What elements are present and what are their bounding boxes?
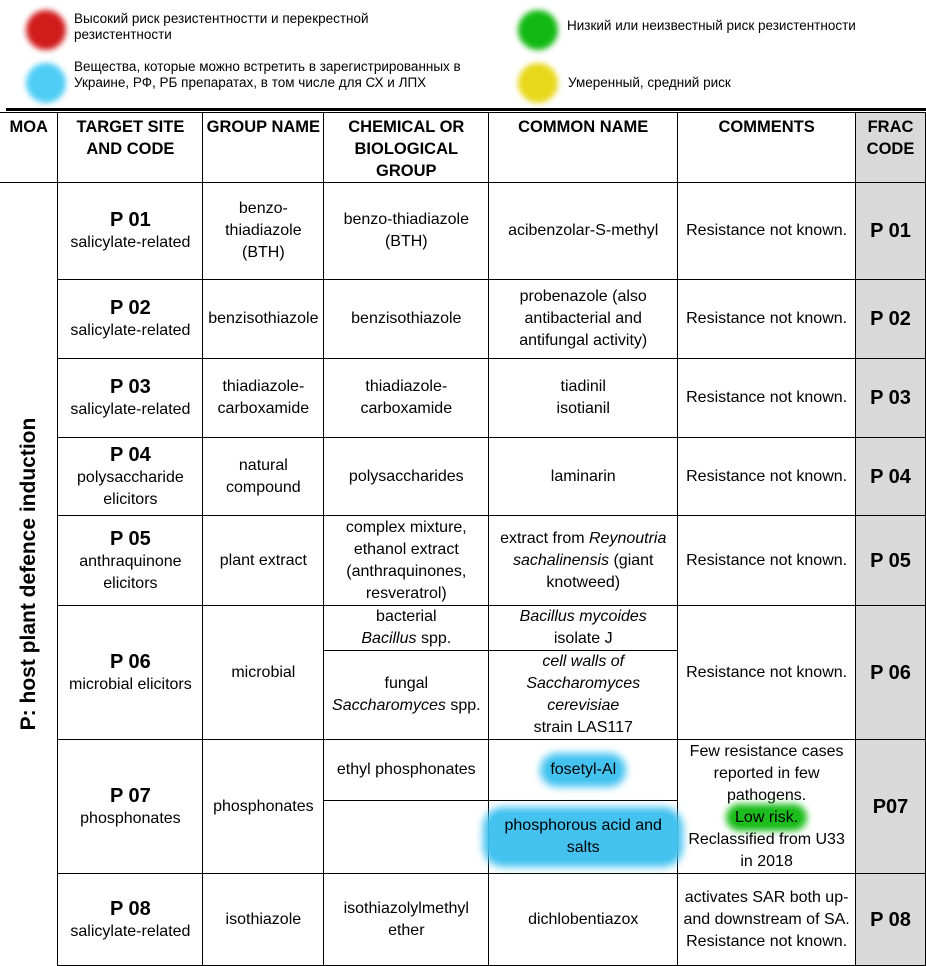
table-row: [0, 280, 926, 359]
common-cell: [489, 740, 678, 874]
chem-suffix: spp.: [420, 630, 452, 647]
common-italic: cell walls of Saccharomyces cerevisiae: [526, 653, 641, 714]
target-cell: [58, 280, 203, 359]
frac-cell: P 04: [856, 438, 926, 516]
legend-moderate-risk: Умеренный, средний риск: [568, 75, 731, 90]
group-cell: plant extract: [203, 516, 324, 606]
table-row: [0, 183, 926, 280]
table-row: [0, 606, 926, 651]
group-cell: benzo-thiadiazole (BTH): [203, 183, 324, 280]
chemical-cell: [324, 740, 489, 874]
header-moa: MOA: [0, 113, 58, 183]
common-cell: probenazole (also antibacterial and antifungal activity): [489, 280, 678, 359]
frac-table: [0, 112, 926, 966]
frac-cell: P 05: [856, 516, 926, 606]
group-cell: natural compound: [203, 438, 324, 516]
table-header-row: [0, 113, 926, 183]
table-row: [0, 874, 926, 966]
frac-cell: P07: [856, 740, 926, 874]
common-italic: Reynoutria sachalinensis: [512, 529, 667, 569]
group-cell: isothiazole: [203, 874, 324, 966]
comments-cell: Resistance not known.: [678, 183, 856, 280]
target-code: P 05: [110, 527, 151, 550]
target-desc: polysaccharide elicitors: [77, 468, 184, 508]
legend-low-risk: Низкий или неизвестный риск резистентности: [567, 18, 856, 33]
target-desc: salicylate-related: [70, 234, 191, 251]
target-cell: [58, 183, 203, 280]
fosetyl-highlight: fosetyl-Al: [546, 759, 620, 781]
legend-registered: Вещества, которые можно встретить в зарегистрированных в Украине, РФ, РБ препаратах, в том числе для СХ и ЛПХ: [74, 59, 461, 90]
comments-cell: Resistance not known.: [678, 606, 856, 740]
frac-cell: P 03: [856, 359, 926, 438]
header-chemical: CHEMICAL OR BIOLOGICAL GROUP: [324, 113, 489, 183]
red-risk-dot: [26, 10, 66, 50]
common-cell: [489, 651, 678, 740]
moa-label: P: host plant defence induction: [16, 417, 40, 731]
table-row: [0, 359, 926, 438]
chemical-cell: benzo-thiadiazole (BTH): [324, 183, 489, 280]
comments-cell: Resistance not known.: [678, 438, 856, 516]
target-desc: salicylate-related: [70, 922, 191, 940]
common-prefix: extract from: [500, 529, 585, 547]
chemical-cell: thiadiazole-carboxamide: [324, 359, 489, 438]
chem-plain: fungal: [384, 675, 429, 692]
chem-italic: Bacillus: [361, 630, 417, 647]
target-desc: salicylate-related: [70, 401, 191, 418]
chemical-cell: [324, 651, 489, 740]
chemical-a: ethyl phosphonates: [324, 740, 488, 801]
comments-cell: Resistance not known.: [678, 280, 856, 359]
legend-high-risk: Высокий риск резистентностти и перекрестной резистентности: [74, 11, 369, 42]
target-cell: [58, 874, 203, 966]
target-cell: [58, 740, 203, 874]
frac-cell: P 02: [856, 280, 926, 359]
comments-text: Reclassified from U33 in 2018: [688, 830, 845, 870]
common-cell: [489, 606, 678, 651]
frac-cell: P 01: [856, 183, 926, 280]
chem-italic: Saccharomyces: [332, 697, 446, 714]
comments-cell: Resistance not known.: [678, 359, 856, 438]
frac-table-wrap: [0, 110, 926, 950]
target-cell: [58, 359, 203, 438]
common-cell: acibenzolar-S-methyl: [489, 183, 678, 280]
target-code: P 04: [110, 443, 151, 466]
target-cell: [58, 516, 203, 606]
comments-cell: Resistance not known.: [678, 516, 856, 606]
header-frac: FRAC CODE: [856, 113, 926, 183]
green-risk-dot: [518, 10, 558, 50]
frac-cell: P 06: [856, 606, 926, 740]
table-row: [0, 740, 926, 874]
group-cell: microbial: [203, 606, 324, 740]
chemical-cell: complex mixture, ethanol extract (anthraquinones, resveratrol): [324, 516, 489, 606]
target-code: P 07: [110, 784, 151, 807]
target-desc: microbial elicitors: [69, 675, 192, 693]
target-cell: [58, 606, 203, 740]
chem-plain: bacterial: [376, 608, 437, 625]
group-cell: phosphonates: [203, 740, 324, 874]
common-cell: tiadinil isotianil: [489, 359, 678, 438]
target-code: P 01: [110, 209, 151, 231]
low-risk-highlight: Low risk.: [731, 809, 802, 826]
chemical-cell: [324, 606, 489, 651]
legend: [0, 0, 926, 110]
common-italic: Bacillus mycoides: [519, 608, 647, 625]
chemical-cell: isothiazolylmethyl ether: [324, 874, 489, 966]
target-code: P 02: [110, 297, 151, 319]
target-desc: salicylate-related: [70, 322, 191, 339]
common-cell: dichlobentiazox: [489, 874, 678, 966]
phosphorous-highlight: phosphorous acid and salts: [489, 813, 677, 861]
group-cell: thiadiazole-carboxamide: [203, 359, 324, 438]
table-row: [0, 516, 926, 606]
common-suffix: isolate J: [553, 630, 613, 647]
common-cell: [489, 516, 678, 606]
chem-suffix: spp.: [450, 697, 481, 714]
header-common: COMMON NAME: [489, 113, 678, 183]
target-desc: anthraquinone elicitors: [79, 552, 182, 592]
header-comments: COMMENTS: [678, 113, 856, 183]
comments-cell: activates SAR both up- and downstream of SA. Resistance not known.: [678, 874, 856, 966]
yellow-risk-dot: [518, 63, 558, 103]
common-suffix: strain LAS117: [533, 719, 633, 736]
target-desc: phosphonates: [80, 809, 181, 827]
moa-cell: [0, 183, 58, 966]
common-suffix: (giant knotweed): [546, 551, 654, 591]
target-code: P 06: [110, 650, 151, 673]
target-code: P 08: [110, 897, 151, 920]
chemical-cell: benzisothiazole: [324, 280, 489, 359]
comments-cell: [678, 740, 856, 874]
common-cell: laminarin: [489, 438, 678, 516]
header-group: GROUP NAME: [203, 113, 324, 183]
frac-cell: P 08: [856, 874, 926, 966]
comments-text: Few resistance cases reported in few pathogens.: [689, 742, 844, 804]
target-code: P 03: [110, 376, 151, 398]
table-row: [0, 438, 926, 516]
header-target: TARGET SITE AND CODE: [58, 113, 203, 183]
blue-registered-dot: [26, 63, 66, 103]
group-cell: benzisothiazole: [203, 280, 324, 359]
target-cell: [58, 438, 203, 516]
chemical-cell: polysaccharides: [324, 438, 489, 516]
